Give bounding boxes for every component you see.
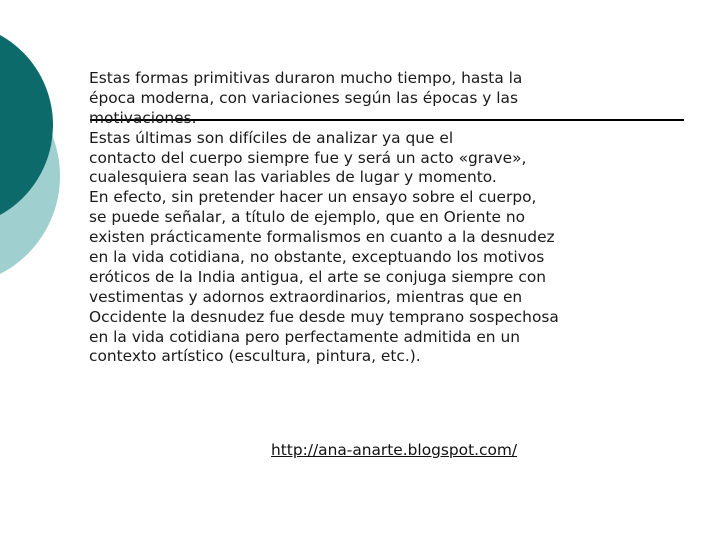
body-text xyxy=(89,69,689,367)
text-line: en la vida cotidiana, no obstante, exceptuando los motivos xyxy=(89,248,545,267)
source-link[interactable]: http://ana-anarte.blogspot.com/ xyxy=(271,441,518,459)
text-line: en la vida cotidiana pero perfectamente admitida en un xyxy=(89,327,520,346)
text-line: contexto artístico (escultura, pintura, etc.). xyxy=(89,347,421,366)
text-line: Estas últimas son difíciles de analizar ya que el xyxy=(89,128,454,147)
text-line: contacto del cuerpo siempre fue y será un acto «grave», xyxy=(89,148,527,167)
text-line: vestimentas y adornos extraordinarios, mientras que en xyxy=(89,287,523,306)
text-line: eróticos de la India antigua, el arte se conjuga siempre con xyxy=(89,267,547,286)
text-line: En efecto, sin pretender hacer un ensayo sobre el cuerpo, xyxy=(89,188,537,207)
text-line: Estas formas primitivas duraron mucho tiempo, hasta la xyxy=(89,69,523,87)
text-line: motivaciones. xyxy=(89,108,197,127)
text-line: se puede señalar, a título de ejemplo, que en Oriente no xyxy=(89,208,526,227)
text-line: cualesquiera sean las variables de lugar y momento. xyxy=(89,168,497,187)
text-line: época moderna, con variaciones según las épocas y las xyxy=(89,88,518,107)
text-line: existen prácticamente formalismos en cuanto a la desnudez xyxy=(89,228,555,247)
text-line: Occidente la desnudez fue desde muy temprano sospechosa xyxy=(89,307,559,326)
